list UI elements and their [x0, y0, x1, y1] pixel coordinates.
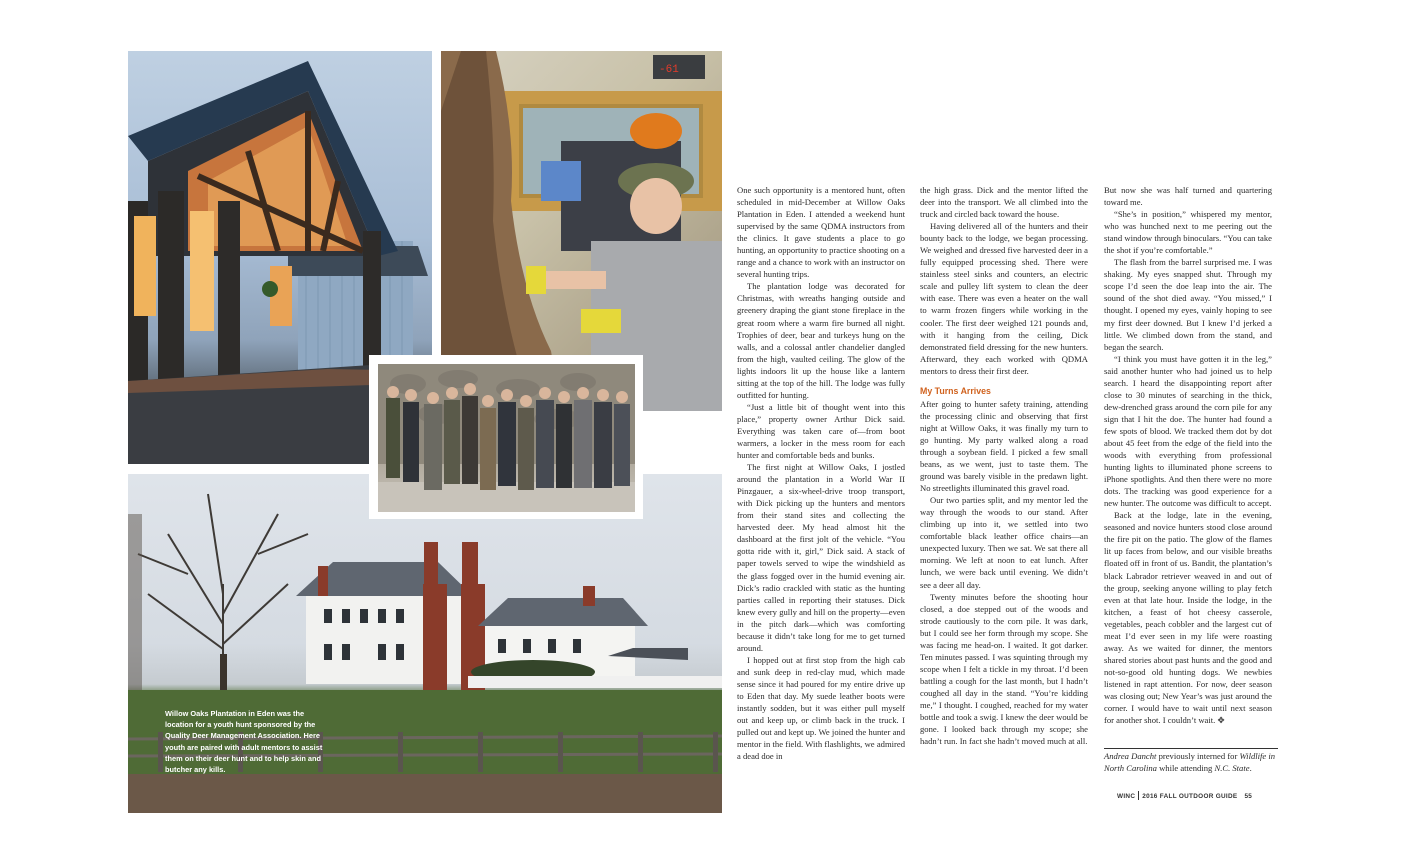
article-column-1 [737, 184, 905, 762]
scale-readout: -61 [659, 64, 679, 76]
bio-end: . [1249, 763, 1252, 773]
page-folio [1117, 791, 1277, 800]
column-1-paragraph: “Just a little bit of thought went into this place,” property owner Arthur Dick said. Everything was taken care of—from boot warmers, a locker in the mess room for each hunter and comfortable beds and bunks. [737, 401, 905, 461]
bio-school: N.C. State [1214, 763, 1250, 773]
column-2-paragraph: Having delivered all of the hunters and their bounty back to the lodge, we began processing. We weighed and dressed five harvested deer in a fully equipped processing shed. There were stainless steel sinks and counters, an electric scale and pulley lift system to clean the deer with ease. There was even a heater on the wall to warm frozen fingers while working in the cooler. The first deer weighed 121 pounds and, with it hanging from the ceiling, Dick demonstrated field dressing for the new hunters. Afterward, they each worked with QDMA mentors to dress their first deer. [920, 221, 1088, 376]
column-1-paragraph: The plantation lodge was decorated for Christmas, with wreaths hanging outside and greenery draping the giant stone fireplace in the great room where a warm fire burned all night. Trophies of deer, bear and turkeys hung on the walls, and a colossal antler chandelier dangled from the high, vaulted ceiling. The glow of the lights indoors lit up the house like a lantern sitting at the top of the hill. The lodge was fully outfitted for hunting. [737, 281, 905, 400]
group-photo [378, 364, 635, 512]
folio-separator [1138, 791, 1139, 800]
column-2-bottom [920, 398, 1088, 747]
column-3-paragraph: But now she was half turned and quartering toward me. [1104, 185, 1272, 208]
column-2-paragraph: After going to hunter safety training, attending the processing clinic and observing that first night at Willow Oaks, it was finally my turn to go hunting. My party walked along a road through a soybean field. I picked a few small beans, as we went, just to taste them. The ground was barely visible in the predawn light. No streetlights illuminated this gravel road. [920, 398, 1088, 494]
column-1-paragraph: The first night at Willow Oaks, I jostled around the plantation in a World War II Pinzgauer, a six-wheel-drive troop transport, with Dick picking up the hunters and mentors from their stand sites and collecting the harvested deer. My head almost hit the dashboard at the first jolt of the vehicle. “You gotta ride with it, girl,” Dick said. A stack of paper towels served to wipe the windshield as the glass fogged over in the humid evening air. Dick’s radio crackled with static as the hunting parties called in reporting their statuses. Dick knew every gully and hill on the property—even in the pitch dark—which was comforting because it didn’t take long for me to get turned around. [737, 462, 905, 653]
article-column-3 [1104, 184, 1272, 726]
bio-publication: Wildlife in North Carolina [1104, 751, 1276, 773]
column-2-paragraph: Our two parties split, and my mentor led the way through the woods to our stand. After climbing up into it, we settled into two comfortable black leather office chairs—an unexpected luxury. Then we sat. We sat there all morning. We left at noon to eat lunch. After lunch, we were back until evening. We didn’t see a deer all day. [920, 495, 1088, 590]
bio-text-1: previously interned for [1156, 751, 1240, 761]
folio-issue: 2016 FALL OUTDOOR GUIDE [1142, 793, 1238, 800]
photo-caption: Willow Oaks Plantation in Eden was the location for a youth hunt sponsored by the Quality Deer Management Association. Here youth are paired with adult mentors to assist them on their deer hunt and to help skin and butcher any kills. [165, 709, 323, 775]
column-3-paragraph: Back at the lodge, late in the evening, seasoned and novice hunters stood close around the fire pit on the patio. The glow of the flames lit up faces from below, and our visible breaths floated off in front of us. Bandit, the plantation’s black Labrador retriever weaved in and out of the group, seeking anyone willing to play fetch even at that late hour. Inside the lodge, in the kitchen, a feast of hot cheesy casserole, vegetables, peach cobbler and the largest cut of meat I’d ever seen in my life were roasting away. As we waited for dinner, the mentors shared stories about past hunts and the good and not-so-good old hunting dogs. We newbies listened in rapt attention. For now, deer season was closing out; New Year’s was just around the corner. I would have to wait until next season for another shot. I couldn’t wait. ✥ [1104, 510, 1272, 726]
column-1-paragraph: I hopped out at first stop from the high cab and sunk deep in red-clay mud, which made sense since it had poured for my entire drive up to Eden that day. My suede leather boots were instantly sodden, but it was either pull myself out and keep up, or climb back in the truck. I pulled out and kept up. We joined the hunter and mentor in the field. With flashlights, we admired a dead doe in [737, 654, 905, 762]
column-1-paragraph: One such opportunity is a mentored hunt, often scheduled in mid-December at Willow Oaks Plantation in Eden. I attended a weekend hunt supervised by the same QDMA instructors from the clinics. It gave students a place to go hunting, an opportunity to practice shooting on a range and a chance to work with an instructor on several hunting trips. [737, 185, 905, 280]
article-column-2 [920, 184, 1088, 747]
column-3-paragraph: “I think you must have gotten it in the leg,” said another hunter who had joined us to help search. I heard the disappointing report after close to 30 minutes of searching in the thick, dew-drenched grass around the corn pile for any sign that I hit the doe. The hunter had found a few spots of blood. We tracked them dot by dot about 45 feet from the edge of the field into the woods with everything from professional hunting lights to illuminated phone screens to iPhone spotlights. And then there were no more dots. The tracking was good experience for a new hunter. The outcome was difficult to accept. [1104, 353, 1272, 509]
column-2-top [920, 184, 1088, 377]
section-subhead: My Turns Arrives [920, 385, 991, 396]
bio-text-2: while attending [1156, 763, 1215, 773]
column-3-paragraph: The flash from the barrel surprised me. I was shaking. My eyes snapped shut. Through my scope I’d seen the doe leap into the air. The sound of the shot died away. “You missed,” I thought. I opened my eyes, vainly hoping to see my first deer downed. But I knew I’d jerked a little. We climbed down from the stand, and began the search. [1104, 257, 1272, 352]
column-3-paragraph: “She’s in position,” whispered my mentor, who was hunched next to me peering out the stand window through binoculars. “You can take the shot if you’re comfortable.” [1104, 209, 1272, 256]
group-illustration [378, 364, 635, 512]
page-number: 55 [1244, 793, 1253, 800]
column-2-paragraph: Twenty minutes before the shooting hour closed, a doe stepped out of the woods and strode cautiously to the corn pile. It was dark, but I could see her form through my scope. She was facing me head-on. I waited. It got darker. Ten minutes passed. I was squinting through my scope when I felt a tickle in my throat. I’d been battling a cough for the last month, but I hadn’t coughed all day in the stand. “You’re kidding me,” I thought. I coughed, reached for my water bottle and took a swig. I knew the deer would be gone. I looked back through my scope; she hadn’t run. In fact she hadn’t moved much at all. [920, 591, 1088, 747]
author-bio [1104, 750, 1278, 774]
folio-magazine: WINC [1117, 793, 1136, 800]
bio-author-name: Andrea Dancht [1104, 751, 1157, 761]
column-2-paragraph: the high grass. Dick and the mentor lifted the deer into the transport. We all climbed into the truck and circled back toward the house. [920, 185, 1088, 220]
bio-divider [1104, 748, 1278, 749]
